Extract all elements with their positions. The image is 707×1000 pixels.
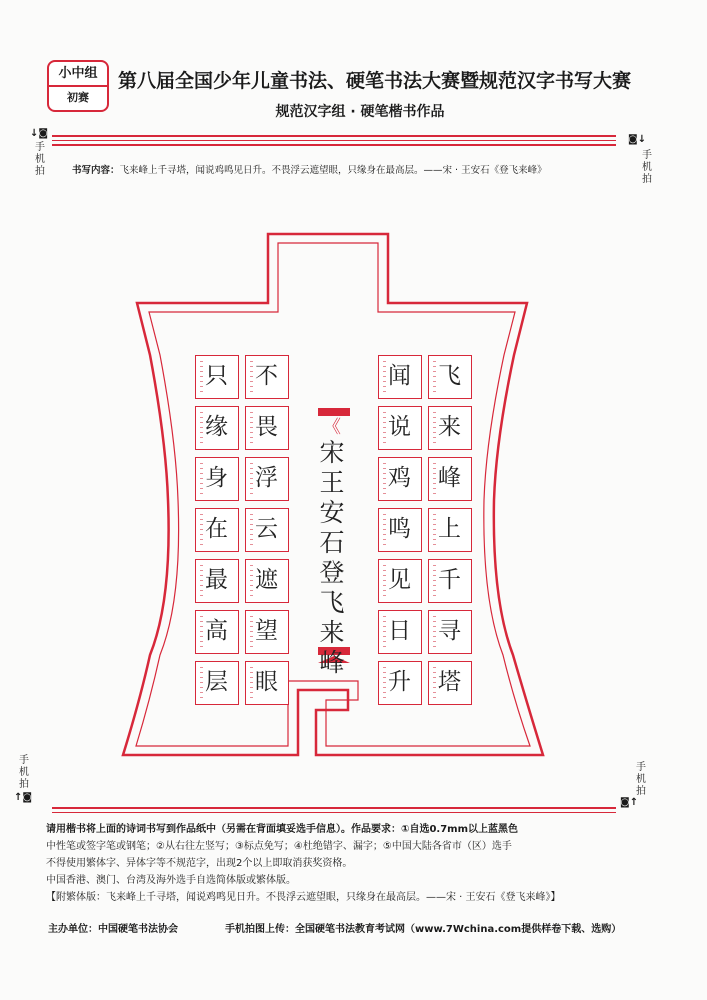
signature-column [309, 418, 355, 678]
grid-cell [245, 406, 289, 450]
category-subtitle: 规范汉字组 · 硬笔楷书作品 [275, 104, 445, 120]
grid-character: 层 [205, 669, 228, 695]
grid-cell [195, 559, 239, 603]
grid-character: 升 [388, 669, 411, 695]
signature-char: 登 [319, 558, 345, 587]
grid-cell [378, 355, 422, 399]
phone-label-bottom-right: 手机拍 [636, 762, 646, 797]
signature-char: 峰 [319, 648, 345, 677]
group-label: 小中组 [49, 62, 107, 87]
signature-char: 安 [319, 498, 345, 527]
stage-label: 初赛 [67, 91, 89, 104]
grid-cell [245, 661, 289, 705]
grid-character: 眼 [255, 669, 278, 695]
grid-cell [245, 559, 289, 603]
grid-character: 不 [255, 363, 278, 389]
signature-char: 来 [319, 618, 345, 647]
writing-content-label: 书写内容： [72, 165, 120, 176]
grid-character: 闻 [388, 363, 411, 389]
instruction-line-4: 中国香港、澳门、台湾及海外选手自选简体版或繁体版。 [46, 875, 296, 886]
grid-character: 塔 [438, 669, 461, 695]
grid-character: 浮 [255, 465, 278, 491]
grid-character: 见 [388, 567, 411, 593]
grid-cell [245, 508, 289, 552]
camera-icon-bottom-left: ↑◙ [14, 792, 33, 803]
grid-cell [428, 559, 472, 603]
grid-character: 鸡 [388, 465, 411, 491]
grid-character: 只 [205, 363, 228, 389]
grid-character: 说 [388, 414, 411, 440]
camera-icon-top-left: ↓◙ [30, 128, 49, 139]
grid-cell [378, 661, 422, 705]
grid-cell [378, 610, 422, 654]
grid-character: 最 [205, 567, 228, 593]
signature-char: 王 [319, 468, 345, 497]
signature-open-bracket: 《 [323, 417, 341, 438]
grid-cell [195, 355, 239, 399]
grid-character: 峰 [438, 465, 461, 491]
grid-character: 上 [438, 516, 461, 542]
writing-content-text: 飞来峰上千寻塔，闻说鸡鸣见日升。不畏浮云遮望眼，只缘身在最高层。——宋 · 王安石《登飞来峰》 [119, 165, 547, 176]
grid-character: 身 [205, 465, 228, 491]
grid-character: 寻 [438, 618, 461, 644]
grid-cell [428, 355, 472, 399]
grid-character: 来 [438, 414, 461, 440]
organizer: 主办单位：中国硬笔书法协会 [48, 924, 178, 935]
instruction-line-3: 不得使用繁体字、异体字等不规范字，出现2个以上即取消获奖资格。 [46, 858, 353, 869]
upload-info: 手机拍图上传：全国硬笔书法教育考试网（www.7Wchina.com提供样卷下载、选购） [225, 924, 622, 935]
grid-cell [195, 406, 239, 450]
grid-cell [378, 559, 422, 603]
grid-character: 缘 [205, 414, 228, 440]
grid-cell [245, 610, 289, 654]
grid-character: 遮 [255, 567, 278, 593]
grid-character: 千 [438, 567, 461, 593]
signature-text [309, 438, 355, 678]
grid-cell [428, 661, 472, 705]
grid-character: 望 [255, 618, 278, 644]
grid-cell [245, 355, 289, 399]
grid-cell [428, 610, 472, 654]
grid-cell [428, 508, 472, 552]
grid-cell [428, 457, 472, 501]
grid-character: 畏 [255, 414, 278, 440]
signature-char: 飞 [319, 588, 345, 617]
grid-character: 日 [388, 618, 411, 644]
bottom-rule-thin [52, 812, 616, 813]
grid-cell [378, 406, 422, 450]
instruction-line-5: 【附繁体版：飞来峰上千寻塔，闻说鸡鸣见日升。不畏浮云遮望眼，只缘身在最高层。——宋 · 王安石《登飞来峰》】 [46, 892, 561, 903]
grid-character: 鸣 [388, 516, 411, 542]
camera-icon-bottom-right: ◙↑ [620, 797, 639, 808]
grid-character: 云 [255, 516, 278, 542]
grid-cell [245, 457, 289, 501]
signature-char: 石 [319, 528, 345, 557]
grid-character: 高 [205, 618, 228, 644]
grid-cell [195, 610, 239, 654]
instruction-line-1: 请用楷书将上面的诗词书写到作品纸中（另需在背面填妥选手信息）。作品要求：①自选0.7mm以上蓝黑色 [46, 824, 519, 835]
grid-character: 飞 [438, 363, 461, 389]
grid-cell [195, 661, 239, 705]
phone-label-top-right: 手机拍 [642, 150, 652, 185]
grid-cell [195, 508, 239, 552]
grid-character: 在 [205, 516, 228, 542]
bottom-rule [52, 807, 616, 809]
instruction-line-2: 中性笔或签字笔或钢笔；②从右往左竖写；③标点免写；④杜绝错字、漏字；⑤中国大陆各省市（区）选手 [46, 841, 512, 852]
camera-icon-top-right: ◙↓ [628, 134, 647, 145]
phone-label-top-left: 手机拍 [35, 142, 45, 177]
grid-cell [195, 457, 239, 501]
grid-cell [428, 406, 472, 450]
grid-cell [378, 457, 422, 501]
phone-label-bottom-left: 手机拍 [19, 755, 29, 790]
grid-cell [378, 508, 422, 552]
signature-char: 宋 [319, 438, 345, 467]
contest-title: 第八届全国少年儿童书法、硬笔书法大赛暨规范汉字书写大赛 [118, 70, 632, 92]
